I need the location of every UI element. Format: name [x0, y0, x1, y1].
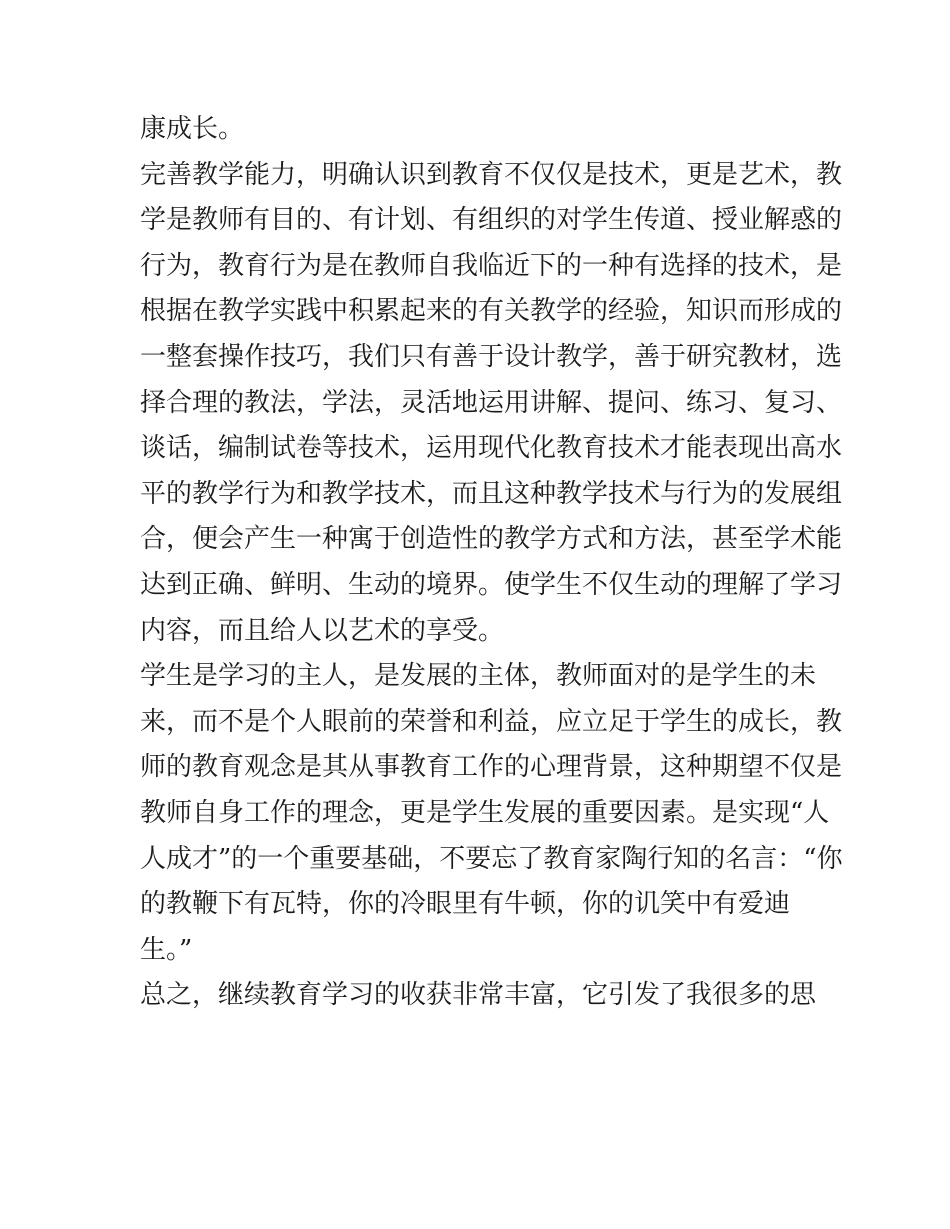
- text-line: 康成长。: [140, 114, 245, 144]
- text-line: 学是教师有目的、有计划、有组织的对学生传道、授业解惑的: [140, 205, 843, 236]
- text-line: 来，而不是个人眼前的荣誉和利益，应立足于学生的成长，教: [140, 706, 843, 737]
- text-line: 人成才”的一个重要基础，不要忘了教育家陶行知的名言：“你: [140, 843, 843, 874]
- text-line: 学生是学习的主人，是发展的主体，教师面对的是学生的未: [140, 661, 817, 692]
- text-line: 达到正确、鲜明、生动的境界。使学生不仅生动的理解了学习: [140, 569, 843, 600]
- text-line: 根据在教学实践中积累起来的有关教学的经验，知识而形成的: [140, 296, 843, 327]
- text-line: 合，便会产生一种寓于创造性的教学方式和方法，甚至学术能: [140, 524, 843, 555]
- text-line: 行为，教育行为是在教师自我临近下的一种有选择的技术，是: [140, 250, 843, 281]
- text-line: 完善教学能力，明确认识到教育不仅仅是技术，更是艺术，教: [140, 159, 843, 190]
- text-line: 总之，继续教育学习的收获非常丰富，它引发了我很多的思: [140, 980, 817, 1011]
- text-line: 平的教学行为和教学技术，而且这种教学技术与行为的发展组: [140, 478, 843, 509]
- text-line: 择合理的教法，学法，灵活地运用讲解、提问、练习、复习、: [140, 387, 843, 418]
- text-line: 教师自身工作的理念，更是学生发展的重要因素。是实现“人: [140, 797, 830, 828]
- text-line: 一整套操作技巧，我们只有善于设计教学，善于研究教材，选: [140, 341, 843, 372]
- text-line: 师的教育观念是其从事教育工作的心理背景，这种期望不仅是: [140, 752, 843, 783]
- text-line: 的教鞭下有瓦特，你的冷眼里有牛顿，你的讥笑中有爱迪: [140, 889, 791, 920]
- text-line: 内容，而且给人以艺术的享受。: [140, 615, 505, 646]
- text-line: 谈话，编制试卷等技术，运用现代化教育技术才能表现出高水: [140, 433, 843, 464]
- document-body: [140, 107, 843, 1019]
- text-line: 生。”: [140, 934, 193, 965]
